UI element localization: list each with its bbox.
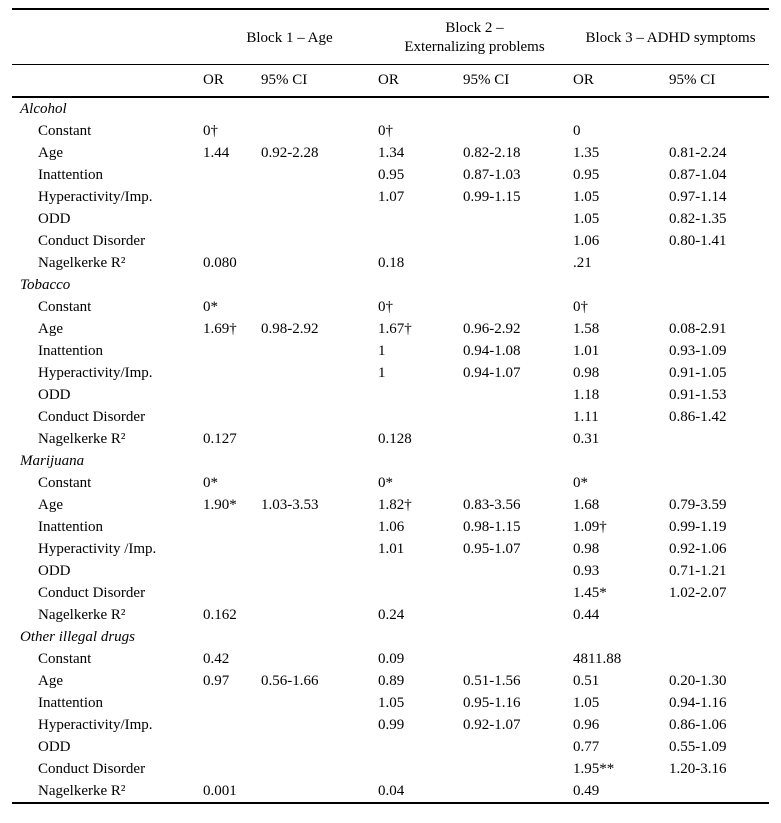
ci-value: 0.86-1.42 xyxy=(669,409,727,425)
ci-value: 0.81-2.24 xyxy=(669,145,727,161)
or-value: 0.128 xyxy=(378,431,412,447)
or-value: 0.001 xyxy=(203,783,237,799)
ci-value: 0.94-1.07 xyxy=(463,365,521,381)
ci-value xyxy=(260,780,377,803)
or-value: 0.04 xyxy=(378,783,405,799)
table-row xyxy=(12,582,769,604)
ci-value: 0.82-1.35 xyxy=(669,211,727,227)
or-value: 1.01 xyxy=(378,541,405,557)
or-value: 0.162 xyxy=(203,607,237,623)
or-value xyxy=(377,560,462,582)
ci-value: 0.98-1.15 xyxy=(463,519,521,535)
table-row xyxy=(12,164,769,186)
table-row xyxy=(12,538,769,560)
or-value xyxy=(202,736,260,758)
row-label-header xyxy=(12,9,202,65)
row-label: Conduct Disorder xyxy=(38,233,146,249)
table-row xyxy=(12,186,769,208)
or-value: 1.09† xyxy=(573,519,607,535)
or-value: 1.07 xyxy=(378,189,405,205)
ci-value: 0.92-2.28 xyxy=(261,145,319,161)
table-row xyxy=(12,692,769,714)
or-value xyxy=(377,582,462,604)
ci-value: 0.99-1.19 xyxy=(669,519,727,535)
block2-header-line1: Block 2 – xyxy=(445,20,504,36)
block3-header xyxy=(572,9,769,65)
row-label: Hyperactivity/Imp. xyxy=(38,717,153,733)
or-value xyxy=(202,230,260,252)
row-label: Inattention xyxy=(38,695,103,711)
ci-value xyxy=(260,714,377,736)
row-label: Hyperactivity/Imp. xyxy=(38,189,153,205)
col-header-ci-3: 95% CI xyxy=(668,65,769,98)
ci-value: 0.71-1.21 xyxy=(669,563,727,579)
ci-value xyxy=(462,406,572,428)
or-value xyxy=(377,208,462,230)
or-value: 0.49 xyxy=(573,783,600,799)
ci-value xyxy=(260,362,377,384)
table-row xyxy=(12,736,769,758)
or-value xyxy=(202,714,260,736)
section-title: Other illegal drugs xyxy=(20,629,135,645)
col-header-or-1: OR xyxy=(202,65,260,98)
ci-value: 0.20-1.30 xyxy=(669,673,727,689)
or-value xyxy=(202,538,260,560)
ci-value xyxy=(260,758,377,780)
table-row xyxy=(12,384,769,406)
row-label: Age xyxy=(38,321,63,337)
row-label: Constant xyxy=(38,299,92,315)
ci-value xyxy=(462,384,572,406)
table-row xyxy=(12,648,769,670)
table-row xyxy=(12,758,769,780)
or-value xyxy=(202,340,260,362)
ci-value xyxy=(462,120,572,142)
row-label: Constant xyxy=(38,123,92,139)
table-row xyxy=(12,428,769,450)
ci-value xyxy=(260,208,377,230)
or-value: 0 xyxy=(573,123,581,139)
row-label: Constant xyxy=(38,475,92,491)
ci-value xyxy=(668,120,769,142)
ci-value: 0.96-2.92 xyxy=(463,321,521,337)
or-value: 1.90* xyxy=(203,497,237,513)
or-value: 1.05 xyxy=(378,695,405,711)
row-label: ODD xyxy=(38,739,71,755)
or-value: 1.05 xyxy=(573,211,600,227)
ci-value xyxy=(462,230,572,252)
or-value xyxy=(202,164,260,186)
or-value xyxy=(377,736,462,758)
or-value xyxy=(202,208,260,230)
row-label: Nagelkerke R² xyxy=(38,783,126,799)
row-label: ODD xyxy=(38,387,71,403)
or-value xyxy=(202,186,260,208)
ci-value: 0.80-1.41 xyxy=(669,233,727,249)
ci-value: 1.02-2.07 xyxy=(669,585,727,601)
row-label: ODD xyxy=(38,211,71,227)
ci-value: 0.51-1.56 xyxy=(463,673,521,689)
ci-value xyxy=(260,538,377,560)
ci-value xyxy=(462,252,572,274)
ci-value: 0.83-3.56 xyxy=(463,497,521,513)
or-value: 1.11 xyxy=(573,409,599,425)
row-label: Inattention xyxy=(38,343,103,359)
table-row xyxy=(12,472,769,494)
or-value: 0* xyxy=(573,475,589,491)
or-value: 1.95** xyxy=(573,761,615,777)
or-value: 1.67† xyxy=(378,321,412,337)
or-value: 1.45* xyxy=(573,585,607,601)
table-row xyxy=(12,670,769,692)
ci-value: 0.97-1.14 xyxy=(669,189,727,205)
ci-value: 0.95-1.07 xyxy=(463,541,521,557)
or-value: 0.42 xyxy=(203,651,230,667)
table-row xyxy=(12,560,769,582)
or-value: 1.69† xyxy=(203,321,237,337)
or-value xyxy=(377,230,462,252)
table-row xyxy=(12,296,769,318)
ci-value xyxy=(260,296,377,318)
or-value: 0.51 xyxy=(573,673,600,689)
or-value: 0* xyxy=(203,475,218,491)
section-title: Alcohol xyxy=(20,101,67,117)
ci-value xyxy=(260,472,377,494)
row-label: Conduct Disorder xyxy=(38,585,146,601)
block3-header-line1: Block 3 – ADHD symptoms xyxy=(585,29,756,46)
row-label: Conduct Disorder xyxy=(38,409,146,425)
ci-value: 0.92-1.07 xyxy=(463,717,521,733)
or-value: 0.98 xyxy=(573,541,600,557)
or-value: 0.95 xyxy=(378,167,405,183)
or-value xyxy=(202,384,260,406)
or-value: 0.99 xyxy=(378,717,405,733)
col-header-ci-2: 95% CI xyxy=(462,65,572,98)
ci-value: 0.87-1.03 xyxy=(463,167,521,183)
col-header-or-3: OR xyxy=(572,65,668,98)
or-value xyxy=(377,406,462,428)
or-value: 1.34 xyxy=(378,145,405,161)
ci-value xyxy=(260,692,377,714)
or-value: 1.06 xyxy=(378,519,405,535)
or-value: 1.05 xyxy=(573,189,600,205)
table-row xyxy=(12,494,769,516)
regression-results-table xyxy=(12,8,769,804)
row-label: Age xyxy=(38,497,63,513)
table-row xyxy=(12,714,769,736)
or-value: 1.58 xyxy=(573,321,600,337)
ci-value xyxy=(462,560,572,582)
ci-value xyxy=(462,736,572,758)
ci-value: 0.95-1.16 xyxy=(463,695,521,711)
table-row xyxy=(12,318,769,340)
ci-value xyxy=(260,340,377,362)
table-row xyxy=(12,516,769,538)
ci-value: 0.91-1.05 xyxy=(669,365,727,381)
block2-header-line2: Externalizing problems xyxy=(404,39,545,55)
ci-value xyxy=(462,208,572,230)
row-label: Inattention xyxy=(38,519,103,535)
or-value: 0† xyxy=(203,123,218,139)
or-value: 0.080 xyxy=(203,255,237,271)
table-row xyxy=(12,208,769,230)
row-label: Conduct Disorder xyxy=(38,761,146,777)
or-value: 1.06 xyxy=(573,233,600,249)
block1-header-line1: Block 1 – Age xyxy=(246,29,333,46)
row-label: Age xyxy=(38,145,63,161)
ci-value xyxy=(462,296,572,318)
ci-value xyxy=(668,648,769,670)
ci-value xyxy=(462,428,572,450)
ci-value: 0.56-1.66 xyxy=(261,673,319,689)
ci-value xyxy=(668,780,769,803)
table-row xyxy=(12,120,769,142)
or-value: 0† xyxy=(573,299,589,315)
table-row xyxy=(12,604,769,626)
or-value: 4811.88 xyxy=(573,651,622,667)
ci-value xyxy=(668,472,769,494)
ci-value xyxy=(260,516,377,538)
or-value: 1.01 xyxy=(573,343,600,359)
col-header-or-2: OR xyxy=(377,65,462,98)
ci-value xyxy=(260,120,377,142)
or-value: 1.44 xyxy=(203,145,230,161)
ci-value: 0.55-1.09 xyxy=(669,739,727,755)
or-value xyxy=(202,758,260,780)
or-value: 0.98 xyxy=(573,365,600,381)
row-label: Inattention xyxy=(38,167,103,183)
table-row xyxy=(12,252,769,274)
or-value: 0* xyxy=(378,475,393,491)
section-row xyxy=(12,274,769,296)
row-label: Nagelkerke R² xyxy=(38,255,126,271)
ci-value xyxy=(462,582,572,604)
or-value: 0.97 xyxy=(203,673,230,689)
or-value: 1.82† xyxy=(378,497,412,513)
ci-value xyxy=(260,164,377,186)
table-row xyxy=(12,142,769,164)
ci-value: 0.08-2.91 xyxy=(669,321,727,337)
or-value: 0.77 xyxy=(573,739,600,755)
or-value xyxy=(202,692,260,714)
ci-value: 0.94-1.16 xyxy=(669,695,727,711)
ci-value xyxy=(260,582,377,604)
ci-value: 0.98-2.92 xyxy=(261,321,319,337)
or-value: 1 xyxy=(378,343,386,359)
or-value: 1 xyxy=(378,365,386,381)
or-value: 0.96 xyxy=(573,717,600,733)
ci-value: 1.03-3.53 xyxy=(261,497,319,513)
section-row xyxy=(12,97,769,120)
row-label: Constant xyxy=(38,651,92,667)
ci-value xyxy=(668,296,769,318)
ci-value xyxy=(462,780,572,803)
ci-value: 1.20-3.16 xyxy=(669,761,727,777)
ci-value: 0.79-3.59 xyxy=(669,497,727,513)
or-value: 0.44 xyxy=(573,607,600,623)
or-value: 1.05 xyxy=(573,695,600,711)
or-value: .21 xyxy=(573,255,592,271)
section-title: Marijuana xyxy=(20,453,85,469)
or-value: 0.09 xyxy=(378,651,405,667)
ci-value xyxy=(462,472,572,494)
ci-value: 0.94-1.08 xyxy=(463,343,521,359)
ci-value xyxy=(462,648,572,670)
ci-value xyxy=(260,428,377,450)
or-value: 0† xyxy=(378,123,393,139)
or-value: 0.24 xyxy=(378,607,405,623)
ci-value xyxy=(462,758,572,780)
ci-value xyxy=(668,604,769,626)
table-row xyxy=(12,362,769,384)
ci-value xyxy=(260,230,377,252)
row-label: Age xyxy=(38,673,63,689)
column-header-row xyxy=(12,65,769,98)
or-value xyxy=(377,384,462,406)
or-value: 0.95 xyxy=(573,167,600,183)
ci-value xyxy=(260,736,377,758)
ci-value xyxy=(462,604,572,626)
ci-value xyxy=(260,252,377,274)
or-value xyxy=(202,560,260,582)
row-label: Hyperactivity/Imp. xyxy=(38,365,153,381)
table-row xyxy=(12,230,769,252)
ci-value xyxy=(668,428,769,450)
ci-value: 0.93-1.09 xyxy=(669,343,727,359)
or-value xyxy=(202,582,260,604)
or-value: 0† xyxy=(378,299,393,315)
or-value xyxy=(377,758,462,780)
row-label-header-empty xyxy=(12,65,202,98)
or-value: 1.18 xyxy=(573,387,600,403)
block-header-row xyxy=(12,9,769,65)
table-row xyxy=(12,406,769,428)
section-row xyxy=(12,450,769,472)
or-value: 0.31 xyxy=(573,431,600,447)
or-value: 0* xyxy=(203,299,218,315)
or-value: 1.35 xyxy=(573,145,600,161)
ci-value xyxy=(260,648,377,670)
or-value xyxy=(202,516,260,538)
table-row xyxy=(12,340,769,362)
ci-value xyxy=(668,252,769,274)
or-value: 0.127 xyxy=(203,431,237,447)
ci-value: 0.91-1.53 xyxy=(669,387,727,403)
section-title: Tobacco xyxy=(20,277,71,293)
or-value: 0.89 xyxy=(378,673,405,689)
ci-value xyxy=(260,604,377,626)
ci-value: 0.87-1.04 xyxy=(669,167,727,183)
block1-header xyxy=(202,9,377,65)
ci-value: 0.82-2.18 xyxy=(463,145,521,161)
ci-value: 0.86-1.06 xyxy=(669,717,727,733)
row-label: Nagelkerke R² xyxy=(38,431,126,447)
ci-value: 0.92-1.06 xyxy=(669,541,727,557)
table-row xyxy=(12,780,769,803)
row-label: Hyperactivity /Imp. xyxy=(38,541,157,557)
ci-value xyxy=(260,186,377,208)
or-value: 1.68 xyxy=(573,497,600,513)
or-value xyxy=(202,406,260,428)
or-value: 0.93 xyxy=(573,563,600,579)
block2-header xyxy=(377,9,572,65)
row-label: ODD xyxy=(38,563,71,579)
col-header-ci-1: 95% CI xyxy=(260,65,377,98)
or-value: 0.18 xyxy=(378,255,405,271)
or-value xyxy=(202,362,260,384)
ci-value xyxy=(260,384,377,406)
section-row xyxy=(12,626,769,648)
row-label: Nagelkerke R² xyxy=(38,607,126,623)
ci-value xyxy=(260,406,377,428)
ci-value xyxy=(260,560,377,582)
ci-value: 0.99-1.15 xyxy=(463,189,521,205)
